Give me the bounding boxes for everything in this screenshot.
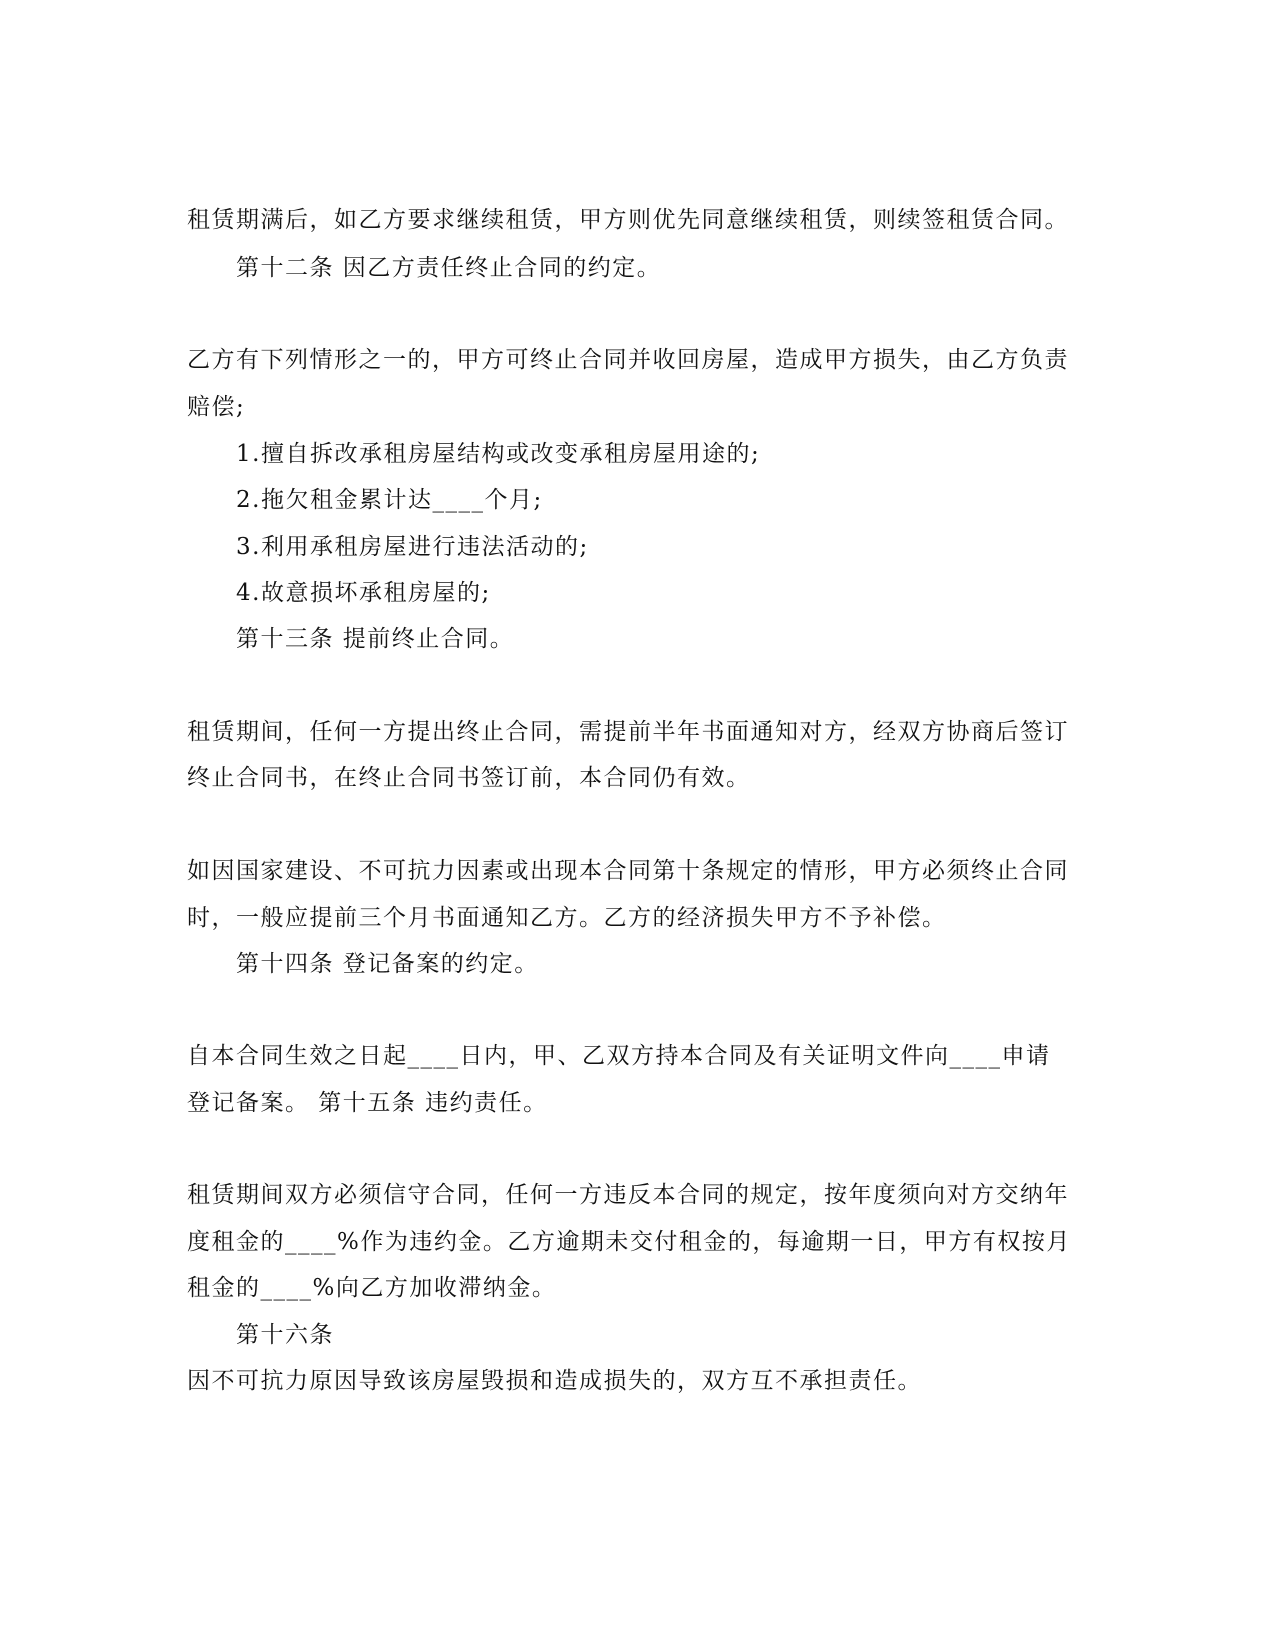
text-line: 时，一般应提前三个月书面通知乙方。乙方的经济损失甲方不予补偿。: [187, 905, 947, 931]
article-heading: 第十四条 登记备案的约定。: [236, 951, 539, 977]
text-line: 终止合同书，在终止合同书签订前，本合同仍有效。: [187, 765, 751, 791]
article-heading: 第十三条 提前终止合同。: [236, 626, 515, 652]
text-line: 自本合同生效之日起____日内，甲、乙双方持本合同及有关证明文件向____申请: [187, 1043, 1051, 1069]
list-item: 2.拖欠租金累计达____个月;: [236, 487, 543, 513]
list-item: 3.利用承租房屋进行违法活动的;: [236, 534, 589, 560]
text-line: 因不可抗力原因导致该房屋毁损和造成损失的，双方互不承担责任。: [187, 1368, 922, 1394]
article-heading: 第十六条: [236, 1322, 334, 1348]
text-line: 赔偿;: [187, 394, 246, 420]
text-line: 登记备案。 第十五条 违约责任。: [187, 1090, 548, 1116]
text-line: 租赁期间，任何一方提出终止合同，需提前半年书面通知对方，经双方协商后签订: [187, 719, 1069, 745]
text-line: 乙方有下列情形之一的，甲方可终止合同并收回房屋，造成甲方损失，由乙方负责: [187, 347, 1069, 373]
article-heading: 第十二条 因乙方责任终止合同的约定。: [236, 255, 662, 281]
list-item: 1.擅自拆改承租房屋结构或改变承租房屋用途的;: [236, 441, 761, 467]
text-line: 租金的____%向乙方加收滞纳金。: [187, 1275, 557, 1301]
list-item: 4.故意损坏承租房屋的;: [236, 580, 491, 606]
text-line: 如因国家建设、不可抗力因素或出现本合同第十条规定的情形，甲方必须终止合同: [187, 858, 1069, 884]
text-line: 度租金的____%作为违约金。乙方逾期未交付租金的，每逾期一日，甲方有权按月: [187, 1229, 1071, 1255]
text-line: 租赁期间双方必须信守合同，任何一方违反本合同的规定，按年度须向对方交纳年: [187, 1182, 1069, 1208]
text-line: 租赁期满后，如乙方要求继续租赁，甲方则优先同意继续租赁，则续签租赁合同。: [187, 207, 1069, 233]
